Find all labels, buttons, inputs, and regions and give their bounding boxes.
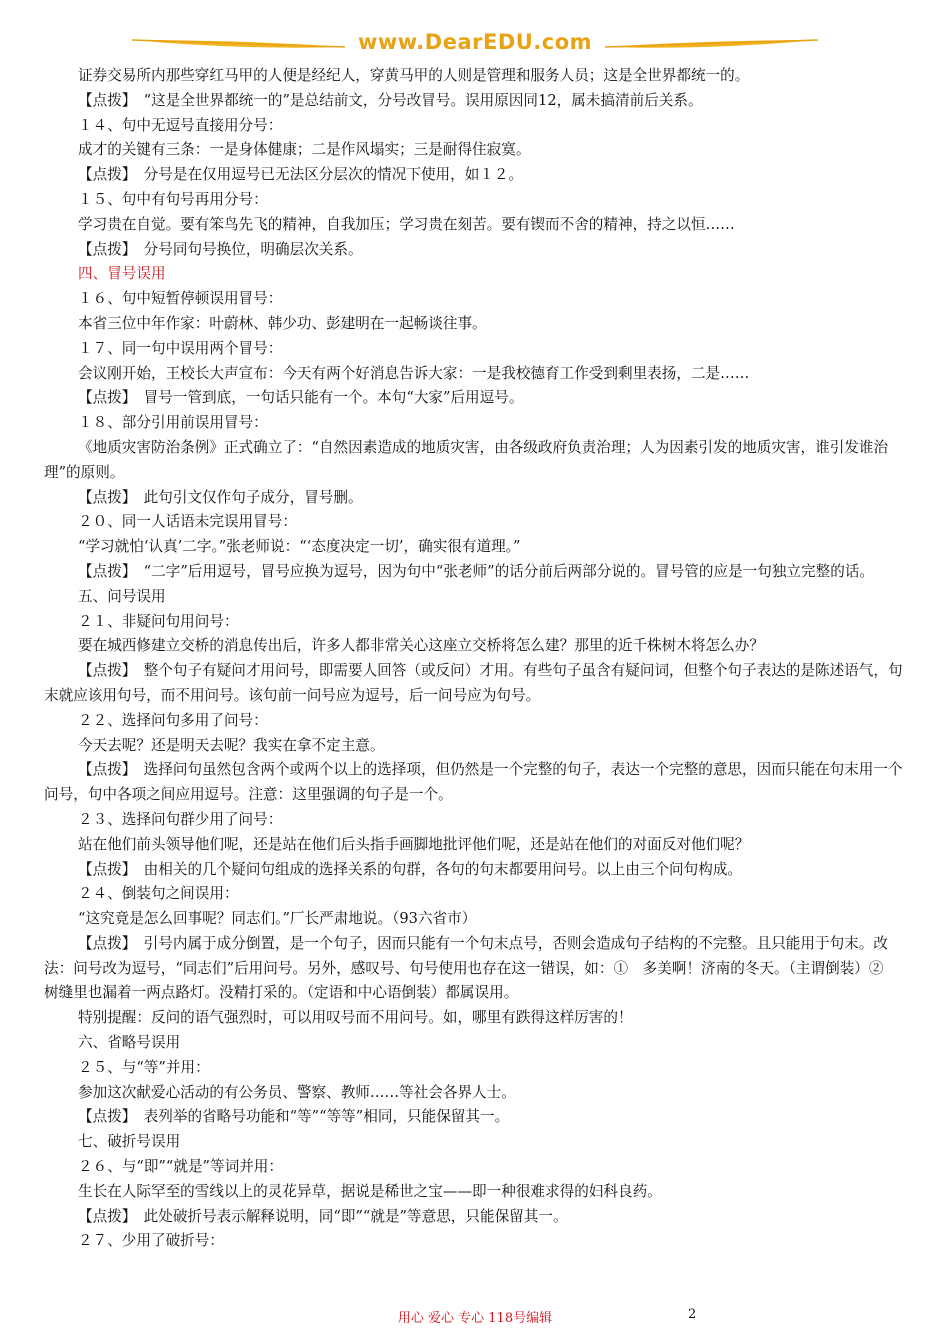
paragraph-line: 成才的关键有三条：一是身体健康；二是作风塌实；三是耐得住寂寞。	[78, 141, 531, 159]
page-header	[0, 0, 950, 70]
paragraph-line: 生长在人际罕至的雪线以上的灵花异草，据说是稀世之宝——即一种很难求得的妇科良药。	[78, 1182, 662, 1200]
paragraph-line: ２５、与“等”并用：	[78, 1058, 210, 1076]
paragraph-line: １６、句中短暂停顿误用冒号：	[78, 290, 283, 308]
paragraph-line: 五、问号误用	[78, 587, 166, 605]
paragraph-line: １８、部分引用前误用冒号：	[78, 414, 268, 432]
paragraph-line: 【点拨】 “二字”后用逗号，冒号应换为逗号，因为句中“张老师”的话分前后两部分说的。冒号管的应是一句独立完整的话。	[78, 562, 875, 580]
paragraph-line: 要在城西修建立交桥的消息传出后，许多人都非常关心这座立交桥将怎么建？那里的近千株树木将怎么办？	[78, 637, 764, 655]
paragraph-line: ２０、同一人话语未完误用冒号：	[78, 513, 297, 531]
paragraph-line: 【点拨】 表列举的省略号功能和“等”“等等”相同，只能保留其一。	[78, 1108, 510, 1126]
paragraph-line: 【点拨】 “这是全世界都统一的”是总结前文，分号改冒号。误用原因同12，属未搞清前后关系。	[78, 91, 703, 109]
paragraph-line: 本省三位中年作家：叶蔚林、韩少功、彭建明在一起畅谈往事。	[78, 314, 487, 332]
paragraph-line: １７、同一句中误用两个冒号：	[78, 339, 283, 357]
paragraph-line: ２１、非疑问句用问号：	[78, 612, 239, 630]
paragraph-line: 学习贵在自觉。要有笨鸟先飞的精神，自我加压；学习贵在刻苦。要有锲而不舍的精神，持之以恒……	[78, 215, 735, 233]
paragraph-line: 【点拨】 分号同句号换位，明确层次关系。	[78, 240, 363, 258]
paragraph-line: 《地质灾害防治条例》正式确立了：“自然因素造成的地质灾害，由各级政府负责治理；人为因素引发的地质灾害，谁引发谁治理”的原则。	[44, 438, 889, 481]
paragraph-line: 六、省略号误用	[78, 1034, 181, 1052]
paragraph-line: 会议刚开始，王校长大声宣布：今天有两个好消息告诉大家：一是我校德育工作受到剩里表扬，二是……	[78, 364, 750, 382]
paragraph-line: １５、句中有句号再用分号：	[78, 190, 268, 208]
paragraph-line: 【点拨】 选择问句虽然包含两个或两个以上的选择项，但仍然是一个完整的句子，表达一个完整的意思，因而只能在句末用一个问号，句中各项之间应用逗号。注意：这里强调的句子是一个。	[44, 761, 903, 804]
paragraph-line: １４、句中无逗号直接用分号：	[78, 116, 283, 134]
section-heading: 四、冒号误用	[78, 265, 166, 283]
paragraph-line: 站在他们前头领导他们呢，还是站在他们后头指手画脚地批评他们呢，还是站在他们的对面反对他们呢？	[78, 835, 750, 853]
paragraph-line: “学习就怕‘认真’二字。”张老师说：“‘态度决定一切’，确实很有道理。”	[78, 538, 521, 556]
paragraph-line: 【点拨】 整个句子有疑问才用问号，即需要人回答（或反问）才用。有些句子虽含有疑问词，但整个句子表达的是陈述语气，句末就应该用句号，而不用问号。该句前一问号应为逗号，后一问号应为句号。	[44, 662, 903, 704]
site-logo[interactable]: www.DearEDU.com	[357, 30, 593, 54]
paragraph-line: 【点拨】 此句引文仅作句子成分，冒号删。	[78, 488, 363, 506]
paragraph-line: ２２、选择问句多用了问号：	[78, 711, 268, 729]
paragraph-line: 【点拨】 引号内属于成分倒置，是一个句子，因而只能有一个句末点号，否则会造成句子结构的不完整。且只能用于句末。改法：问号改为逗号，“同志们”后用问号。另外，感叹号、句号使用也存在这一错误，如：① 多美啊！济南的冬天。（主谓倒装）② 树缝里也漏着一两点路灯。没精打采的。（定语和中心语倒装）都属误用。	[44, 934, 899, 1002]
paragraph-line: 证券交易所内那些穿红马甲的人便是经纪人，穿黄马甲的人则是管理和服务人员；这是全世界都统一的。	[78, 67, 750, 84]
paragraph-line: ２７、少用了破折号：	[78, 1232, 224, 1250]
document-body	[44, 64, 906, 1254]
paragraph-line: ２３、选择问句群少用了问号：	[78, 810, 283, 828]
paragraph-line: 七、破折号误用	[78, 1133, 181, 1151]
page-footer	[0, 1307, 950, 1327]
paragraph-line: ２４、倒装句之间误用：	[78, 885, 239, 903]
paragraph-line: 特别提醒：反问的语气强烈时，可以用叹号而不用问号。如，哪里有跌得这样厉害的！	[78, 1009, 633, 1027]
paragraph-line: 【点拨】 由相关的几个疑问句组成的选择关系的句群，各句的句末都要用问号。以上由三个问句构成。	[78, 860, 743, 878]
paragraph-line: “这究竟是怎么回事呢？同志们。”厂长严肃地说。（93六省市）	[78, 910, 477, 928]
paragraph-line: ２６、与“即”“就是”等词并用：	[78, 1158, 283, 1176]
paragraph-line: 【点拨】 冒号一管到底，一句话只能有一个。本句“大家”后用逗号。	[78, 389, 524, 407]
paragraph-line: 今天去呢？还是明天去呢？我实在拿不定主意。	[78, 736, 385, 754]
paragraph-line: 【点拨】 此处破折号表示解释说明，同“即”“就是”等意思，只能保留其一。	[78, 1207, 568, 1225]
paragraph-line: 【点拨】 分号是在仅用逗号已无法区分层次的情况下使用，如１２。	[78, 166, 524, 184]
footer-text: 用心 爱心 专心 118号编辑	[397, 1311, 553, 1326]
paragraph-line: 参加这次献爱心活动的有公务员、警察、教师……等社会各界人士。	[78, 1083, 516, 1101]
page-number: 2	[688, 1307, 697, 1322]
